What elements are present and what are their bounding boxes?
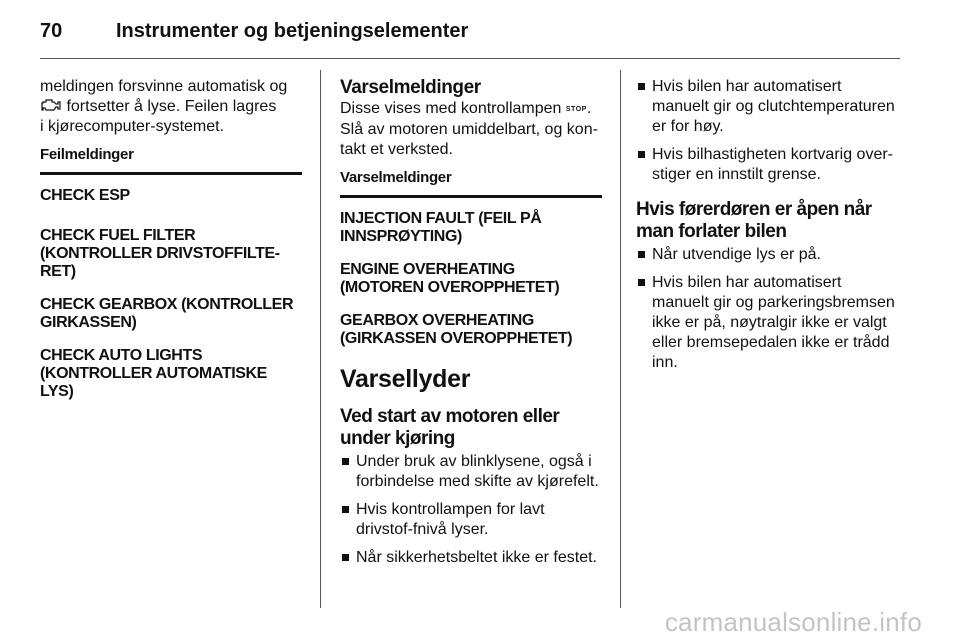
stop-icon: STOP bbox=[565, 106, 587, 113]
list-item: Når utvendige lys er på. bbox=[638, 245, 898, 265]
page-number: 70 bbox=[40, 19, 63, 42]
message-check-fuel-filter: CHECK FUEL FILTER (KONTROLLER DRIVSTOFFILTE-RET) bbox=[40, 227, 280, 280]
message-gearbox-overheating: GEARBOX OVERHEATING (GIRKASSEN OVEROPPHETET) bbox=[340, 312, 573, 347]
subsection-title-driver-door: Hvis førerdøren er åpen når man forlater bilen bbox=[636, 199, 872, 242]
message-check-esp: CHECK ESP bbox=[40, 187, 130, 204]
column-2 bbox=[340, 77, 602, 576]
bullet-square-icon bbox=[342, 506, 349, 513]
list-item: Hvis bilhastigheten kortvarig over-stiger en innstilt grense. bbox=[638, 145, 898, 185]
page-title: Instrumenter og betjeningselementer bbox=[116, 19, 469, 42]
watermark: carmanualsonline.info bbox=[664, 607, 922, 637]
heading-warning-messages: Varselmeldinger bbox=[340, 77, 481, 98]
column-1 bbox=[40, 77, 302, 416]
bullet-square-icon bbox=[342, 554, 349, 561]
bullet-square-icon bbox=[638, 83, 645, 90]
bullet-square-icon bbox=[638, 251, 645, 258]
message-check-gearbox: CHECK GEARBOX (KONTROLLER GIRKASSEN) bbox=[40, 296, 294, 331]
message-check-auto-lights: CHECK AUTO LIGHTS (KONTROLLER AUTOMATISKE LYS) bbox=[40, 347, 267, 400]
message-engine-overheating: ENGINE OVERHEATING (MOTOREN OVEROPPHETET) bbox=[340, 261, 560, 296]
engine-warning-icon bbox=[40, 98, 62, 112]
table-heading-warning-messages: Varselmeldinger bbox=[340, 168, 602, 198]
column-3 bbox=[636, 77, 898, 381]
warning-intro-after: . Slå av motoren umiddelbart, og kon-takt et verksted. bbox=[340, 100, 598, 158]
list-item: Når sikkerhetsbeltet ikke er festet. bbox=[342, 548, 602, 568]
column-divider-2 bbox=[620, 70, 621, 608]
list-item: Under bruk av blinklysene, også i forbindelse med skifte av kjørefelt. bbox=[342, 452, 602, 492]
header-divider bbox=[40, 58, 900, 59]
intro-paragraph bbox=[40, 77, 302, 137]
bullet-list-driver-door bbox=[636, 245, 898, 373]
page-header bbox=[40, 14, 468, 48]
intro-line-1: meldingen forsvinne automatisk og bbox=[40, 78, 288, 95]
bullet-square-icon bbox=[342, 458, 349, 465]
message-injection-fault: INJECTION FAULT (FEIL PÅ INNSPRØYTING) bbox=[340, 210, 542, 245]
table-heading-error-messages: Feilmeldinger bbox=[40, 145, 302, 175]
bullet-square-icon bbox=[638, 279, 645, 286]
section-title-warning-sounds: Varsellyder bbox=[340, 365, 471, 393]
warning-intro-before: Disse vises med kontrollampen bbox=[340, 100, 562, 117]
bullet-list-engine-start bbox=[340, 452, 602, 568]
column-divider-1 bbox=[320, 70, 321, 608]
list-item: Hvis bilen har automatisert manuelt gir og clutchtemperaturen er for høy. bbox=[638, 77, 898, 137]
intro-line-2: fortsetter å lyse. Feilen lagres bbox=[66, 98, 277, 115]
warning-intro-paragraph bbox=[340, 99, 602, 160]
intro-line-3: i kjørecomputer-systemet. bbox=[40, 118, 225, 135]
list-item: Hvis kontrollampen for lavt drivstof-fnivå lyser. bbox=[342, 500, 602, 540]
bullet-square-icon bbox=[638, 151, 645, 158]
subsection-title-engine-start: Ved start av motoren eller under kjøring bbox=[340, 406, 560, 449]
list-item: Hvis bilen har automatisert manuelt gir og parkeringsbremsen ikke er på, nøytralgir ikke er valgt eller bremsepedalen ikke er trådd inn. bbox=[638, 273, 898, 373]
bullet-list-continued bbox=[636, 77, 898, 185]
